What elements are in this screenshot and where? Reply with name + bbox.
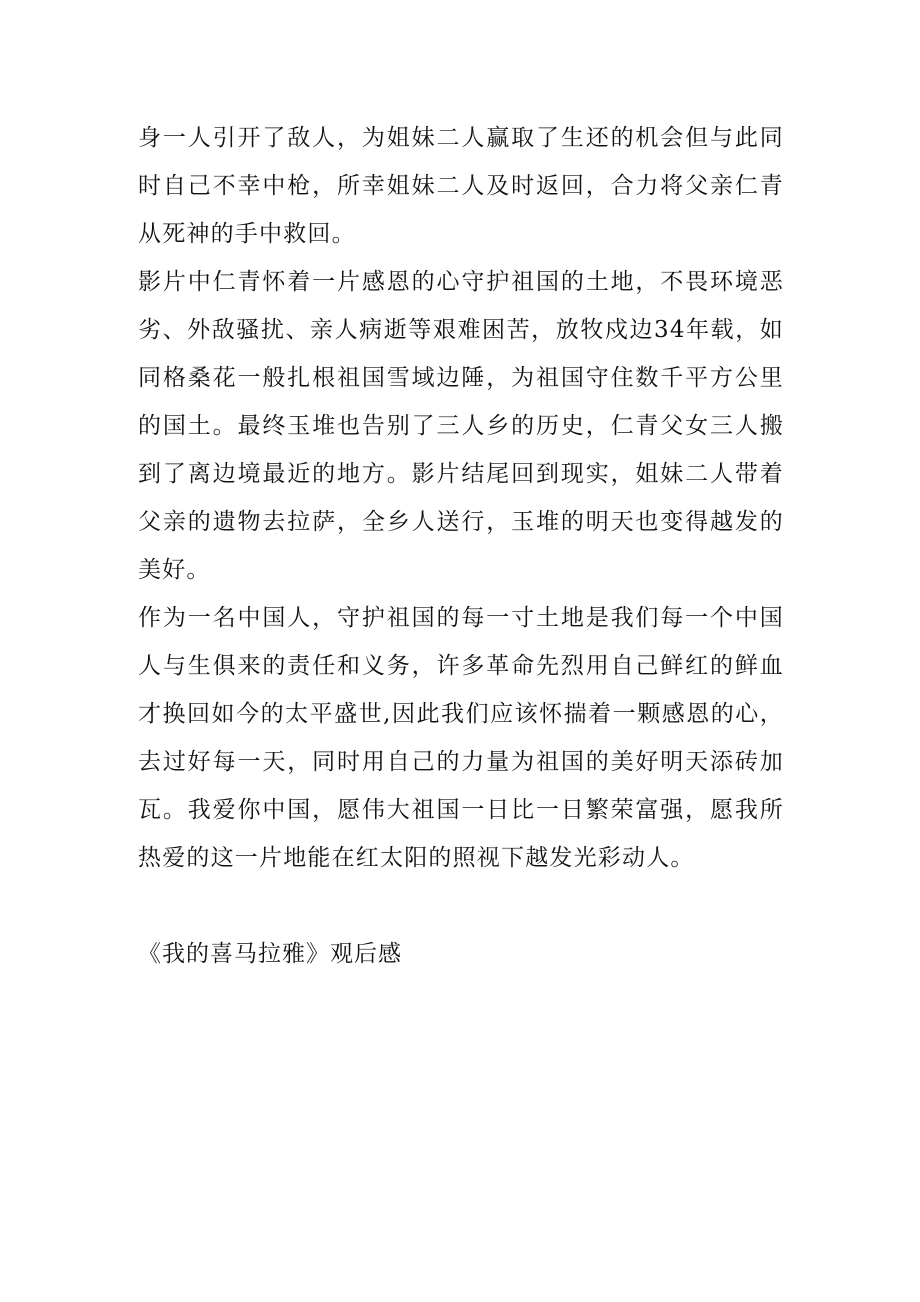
paragraph-2: 影片中仁青怀着一片感恩的心守护祖国的土地，不畏环境恶劣、外敌骚扰、亲人病逝等艰难困苦，放牧戍边34年载，如同格桑花一般扎根祖国雪域边陲，为祖国守住数千平方公里的国土。最终玉堆也告别了三人乡的历史，仁青父女三人搬到了离边境最近的地方。影片结尾回到现实，姐妹二人带着父亲的遗物去拉萨，全乡人送行，玉堆的明天也变得越发的美好。	[138, 269, 784, 583]
essay-title: 《我的喜马拉雅》观后感	[138, 941, 402, 967]
paragraph-3: 作为一名中国人，守护祖国的每一寸土地是我们每一个中国人与生俱来的责任和义务，许多革命先烈用自己鲜红的鲜血才换回如今的太平盛世,因此我们应该怀揣着一颗感恩的心，去过好每一天，同时用自己的力量为祖国的美好明天添砖加瓦。我爱你中国，愿伟大祖国一日比一日繁荣富强，愿我所热爱的这一片地能在红太阳的照视下越发光彩动人。	[138, 605, 784, 871]
document-body	[138, 114, 784, 882]
paragraph-1: 身一人引开了敌人，为姐妹二人赢取了生还的机会但与此同时自己不幸中枪，所幸姐妹二人及时返回，合力将父亲仁青从死神的手中救回。	[138, 125, 784, 247]
